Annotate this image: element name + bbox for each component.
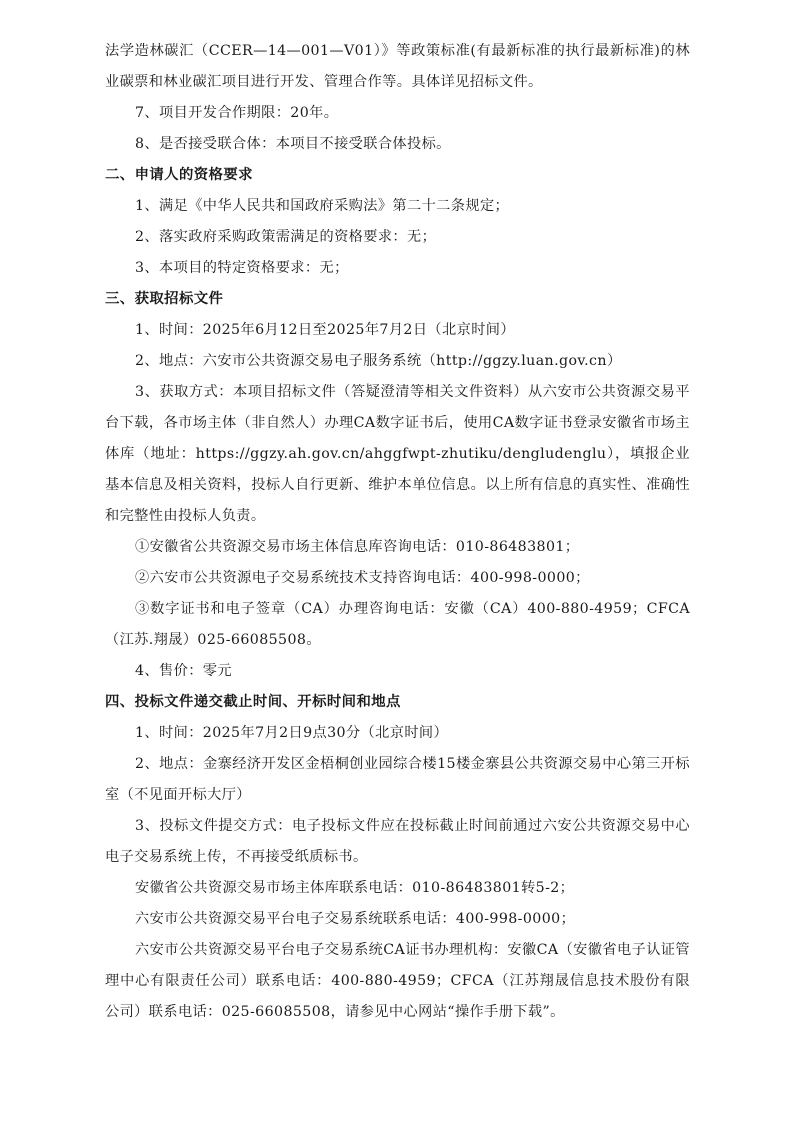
paragraph-qualification-1: 1、满足《中华人民共和国政府采购法》第二十二条规定； <box>135 198 510 214</box>
paragraph-phone-market-entity: 安徽省公共资源交易市场主体库联系电话：010-86483801转5-2； <box>135 880 575 896</box>
paragraph-consortium: 8、是否接受联合体：本项目不接受联合体投标。 <box>135 136 451 152</box>
paragraph-contact-market-entity: ①安徽省公共资源交易市场主体信息库咨询电话：010-86483801； <box>135 539 580 555</box>
paragraph-submission-location: 2、地点：金寨经济开发区金梧桐创业园综合楼15楼金寨县公共资源交易中心第三开标室（不见面开标大厅） <box>105 756 690 803</box>
paragraph-obtain-time: 1、时间：2025年6月12日至2025年7月2日（北京时间） <box>135 322 515 338</box>
paragraph-cooperation-period: 7、项目开发合作期限：20年。 <box>135 105 339 121</box>
section-heading-obtain-documents: 三、获取招标文件 <box>105 291 224 307</box>
section-heading-submission: 四、投标文件递交截止时间、开标时间和地点 <box>105 694 401 710</box>
paragraph-contact-ca: ③数字证书和电子签章（CA）办理咨询电话：安徽（CA）400-880-4959；CFCA（江苏.翔晟）025-66085508。 <box>105 601 690 648</box>
section-heading-qualifications: 二、申请人的资格要求 <box>105 167 253 183</box>
document-body <box>105 36 690 1028</box>
paragraph-standards-continuation: 法学造林碳汇（CCER—14—001—V01）》等政策标准(有最新标准的执行最新标准)的林业碳票和林业碳汇项目进行开发、管理合作等。具体详见招标文件。 <box>105 43 690 90</box>
paragraph-submission-time: 1、时间：2025年7月2日9点30分（北京时间） <box>135 725 449 741</box>
paragraph-price: 4、售价：零元 <box>135 663 232 679</box>
paragraph-submission-method: 3、投标文件提交方式：电子投标文件应在投标截止时间前通过六安公共资源交易中心电子交易系统上传，不再接受纸质标书。 <box>105 818 690 865</box>
paragraph-qualification-2: 2、落实政府采购政策需满足的资格要求：无； <box>135 229 437 245</box>
paragraph-ca-agencies: 六安市公共资源交易平台电子交易系统CA证书办理机构：安徽CA（安徽省电子认证管理中心有限责任公司）联系电话：400-880-4959；CFCA（江苏翔晟信息技术股份有限公司）联系电话：025-66085508，请参见中心网站“操作手册下载”。 <box>105 942 690 1020</box>
paragraph-obtain-location: 2、地点：六安市公共资源交易电子服务系统（http://ggzy.luan.gov.cn） <box>135 353 622 369</box>
paragraph-qualification-3: 3、本项目的特定资格要求：无； <box>135 260 349 276</box>
paragraph-contact-tech-support: ②六安市公共资源电子交易系统技术支持咨询电话：400-998-0000； <box>135 570 590 586</box>
paragraph-phone-trading-system: 六安市公共资源交易平台电子交易系统联系电话：400-998-0000； <box>135 911 576 927</box>
paragraph-obtain-method: 3、获取方式：本项目招标文件（答疑澄清等相关文件资料）从六安市公共资源交易平台下载，各市场主体（非自然人）办理CA数字证书后，使用CA数字证书登录安徽省市场主体库（地址：https://ggzy.ah.gov.cn/ahggfwpt-zhutiku/dengludenglu），填报企业基本信息及相关资料，投标人自行更新、维护本单位信息。以上所有信息的真实性、准确性和完整性由投标人负责。 <box>105 384 690 524</box>
